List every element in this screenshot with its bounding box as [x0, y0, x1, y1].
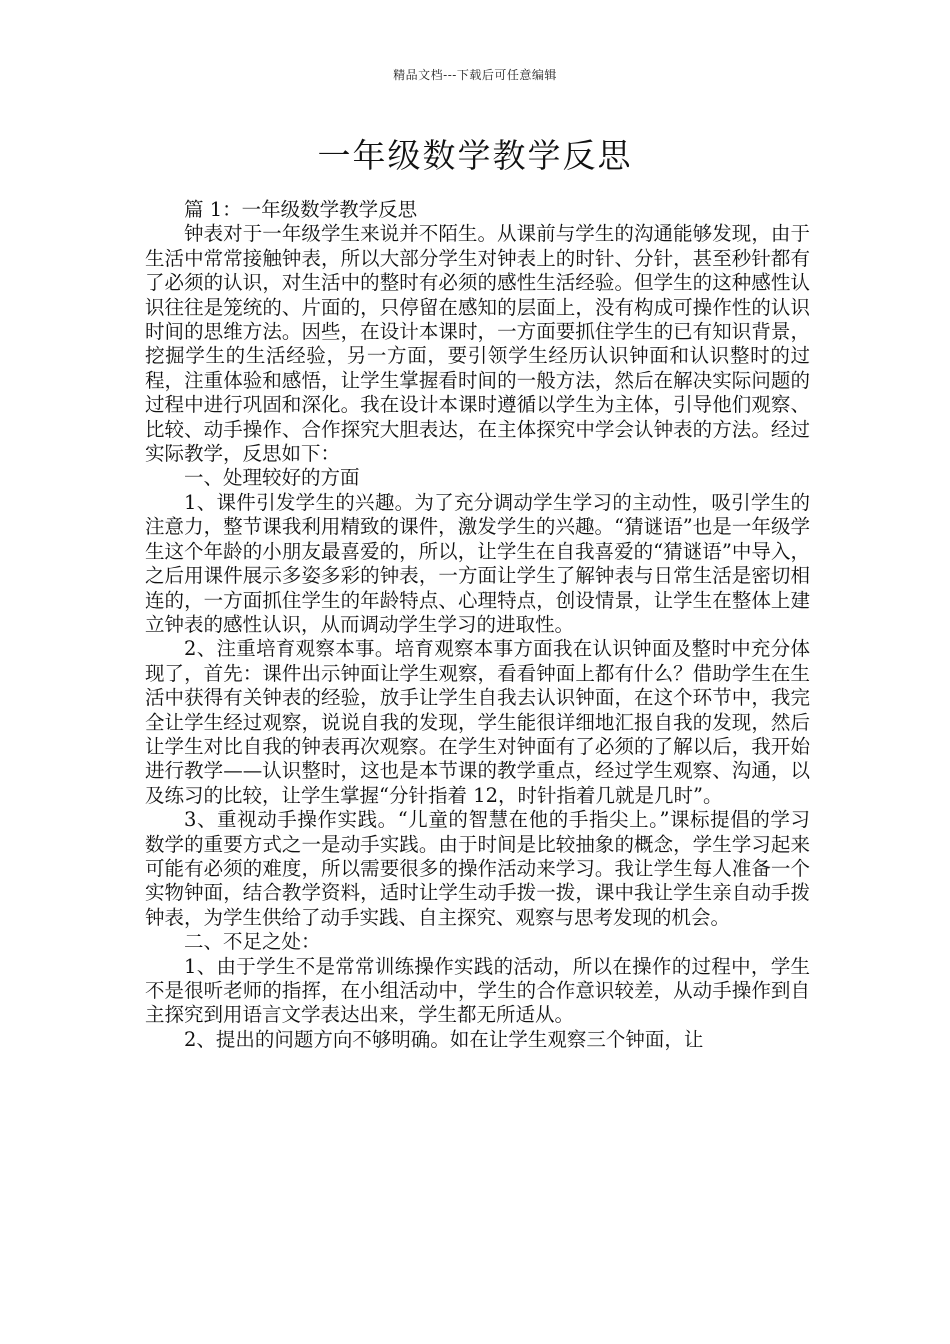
- paragraph-point-2: 2、注重培育观察本事。培育观察本事方面我在认识钟面及整时中充分体现了，首先：课件出示钟面让学生观察，看看钟面上都有什么？借助学生在生活中获得有关钟表的经验，放手让学生自我去认识钟面，在这个环节中，我完全让学生经过观察，说说自我的发现，学生能很详细地汇报自我的发现，然后让学生对比自我的钟表再次观察。在学生对钟面有了必须的了解以后，我开始进行教学——认识整时，这也是本节课的教学重点，经过学生观察、沟通，以及练习的比较，让学生掌握“分针指着 12，时针指着几就是几时”。: [145, 637, 810, 807]
- document-title: 一年级数学教学反思: [317, 136, 633, 175]
- paragraph-point-1: 1、课件引发学生的兴趣。为了充分调动学生学习的主动性，吸引学生的注意力，整节课我利用精致的课件，激发学生的兴趣。“猜谜语”也是一年级学生这个年龄的小朋友最喜爱的，所以，让学生在自我喜爱的“猜谜语”中导入，之后用课件展示多姿多彩的钟表，一方面让学生了解钟表与日常生活是密切相连的，一方面抓住学生的年龄特点、心理特点，创设情景，让学生在整体上建立钟表的感性认识，从而调动学生学习的进取性。: [145, 490, 810, 636]
- paragraph-weakness-1: 1、由于学生不是常常训练操作实践的活动，所以在操作的过程中，学生不是很听老师的指挥，在小组活动中，学生的合作意识较差，从动手操作到自主探究到用语言文学表达出来，学生都无所适从。: [145, 954, 810, 1027]
- header-note: 精品文档---下载后可任意编辑: [393, 68, 557, 82]
- section-heading: 篇 1：一年级数学教学反思: [184, 198, 418, 221]
- section-heading-strengths: 一、处理较好的方面: [184, 466, 360, 490]
- paragraph-point-3: 3、重视动手操作实践。“儿童的智慧在他的手指尖上。”课标提倡的学习数学的重要方式之一是动手实践。由于时间是比较抽象的概念，学生学习起来可能有必须的难度，所以需要很多的操作活动来学习。我让学生每人准备一个实物钟面，结合教学资料，适时让学生动手拨一拨，课中我让学生亲自动手拨钟表，为学生供给了动手实践、自主探究、观察与思考发现的机会。: [145, 808, 810, 929]
- document-body: [145, 198, 810, 1052]
- section-heading-weaknesses: 二、不足之处：: [184, 930, 321, 954]
- paragraph-intro: 钟表对于一年级学生来说并不陌生。从课前与学生的沟通能够发现，由于生活中常常接触钟表，所以大部分学生对钟表上的时针、分针，甚至秒针都有了必须的认识，对生活中的整时有必须的感性生活经验。但学生的这种感性认识往往是笼统的、片面的，只停留在感知的层面上，没有构成可操作性的认识时间的思维方法。因些，在设计本课时，一方面要抓住学生的已有知识背景，挖掘学生的生活经验，另一方面，要引领学生经历认识钟面和认识整时的过程，注重体验和感悟，让学生掌握看时间的一般方法，然后在解决实际问题的过程中进行巩固和深化。我在设计本课时遵循以学生为主体，引导他们观察、比较、动手操作、合作探究大胆表达，在主体探究中学会认钟表的方法。经过实际教学，反思如下：: [145, 222, 810, 466]
- paragraph-weakness-2: 2、提出的问题方向不够明确。如在让学生观察三个钟面，让: [184, 1027, 704, 1051]
